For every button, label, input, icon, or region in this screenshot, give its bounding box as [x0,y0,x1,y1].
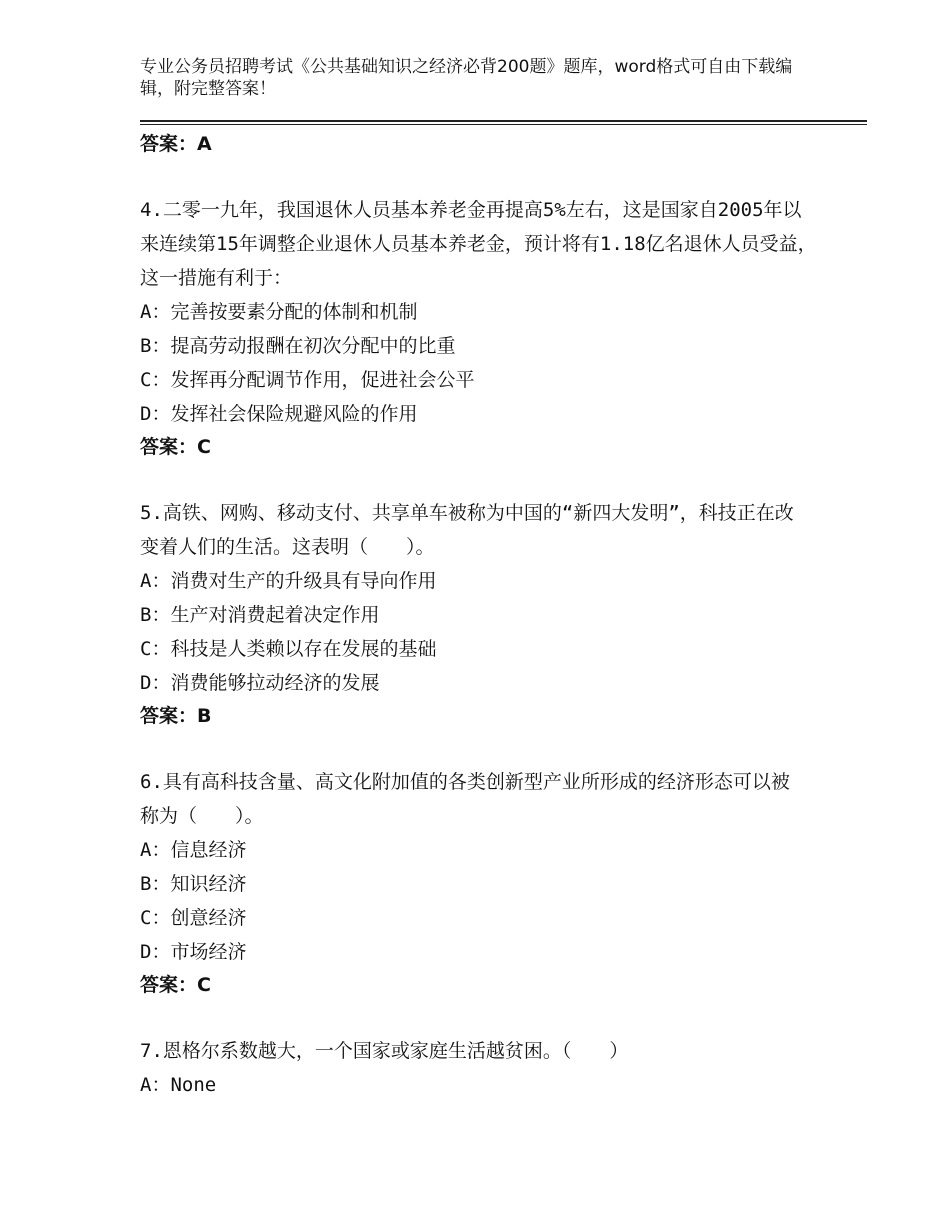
header-divider-thick [140,120,867,122]
answer-line: 答案：B [140,705,212,727]
option-c: C：科技是人类赖以存在发展的基础 [140,638,437,660]
page-header-text: 专业公务员招聘考试《公共基础知识之经济必背200题》题库，word格式可自由下载编辑，附完整答案！ [140,57,793,99]
option-a: A：None [140,1074,217,1096]
answer-line: 答案：C [140,436,211,458]
question-block-7 [140,1034,840,1102]
question-content [140,128,840,1102]
question-text: 4.二零一九年，我国退休人员基本养老金再提高5%左右，这是国家自2005年以来连续第15年调整企业退休人员基本养老金，预计将有1.18亿名退休人员受益，这一措施有利于： [140,199,817,289]
header-divider-thin [140,124,867,125]
answer-line: 答案：A [140,133,212,155]
option-b: B：生产对消费起着决定作用 [140,604,380,626]
question-block-6 [140,765,840,1001]
question-block-4 [140,193,840,463]
option-a: A：信息经济 [140,839,247,861]
answer-line: 答案：C [140,974,211,996]
question-text: 5.高铁、网购、移动支付、共享单车被称为中国的“新四大发明”，科技正在改变着人们的生活。这表明（ ）。 [140,502,794,558]
option-c: C：发挥再分配调节作用，促进社会公平 [140,369,475,391]
question-block-5 [140,496,840,732]
question-text: 6.具有高科技含量、高文化附加值的各类创新型产业所形成的经济形态可以被称为（ ）。 [140,771,790,827]
option-a: A：消费对生产的升级具有导向作用 [140,570,437,592]
question-text: 7.恩格尔系数越大，一个国家或家庭生活越贫困。（ ） [140,1040,629,1062]
option-b: B：知识经济 [140,873,247,895]
option-a: A：完善按要素分配的体制和机制 [140,301,418,323]
option-d: D：发挥社会保险规避风险的作用 [140,403,418,425]
option-d: D：市场经济 [140,941,247,963]
option-c: C：创意经济 [140,907,247,929]
option-d: D：消费能够拉动经济的发展 [140,672,380,694]
option-b: B：提高劳动报酬在初次分配中的比重 [140,335,456,357]
